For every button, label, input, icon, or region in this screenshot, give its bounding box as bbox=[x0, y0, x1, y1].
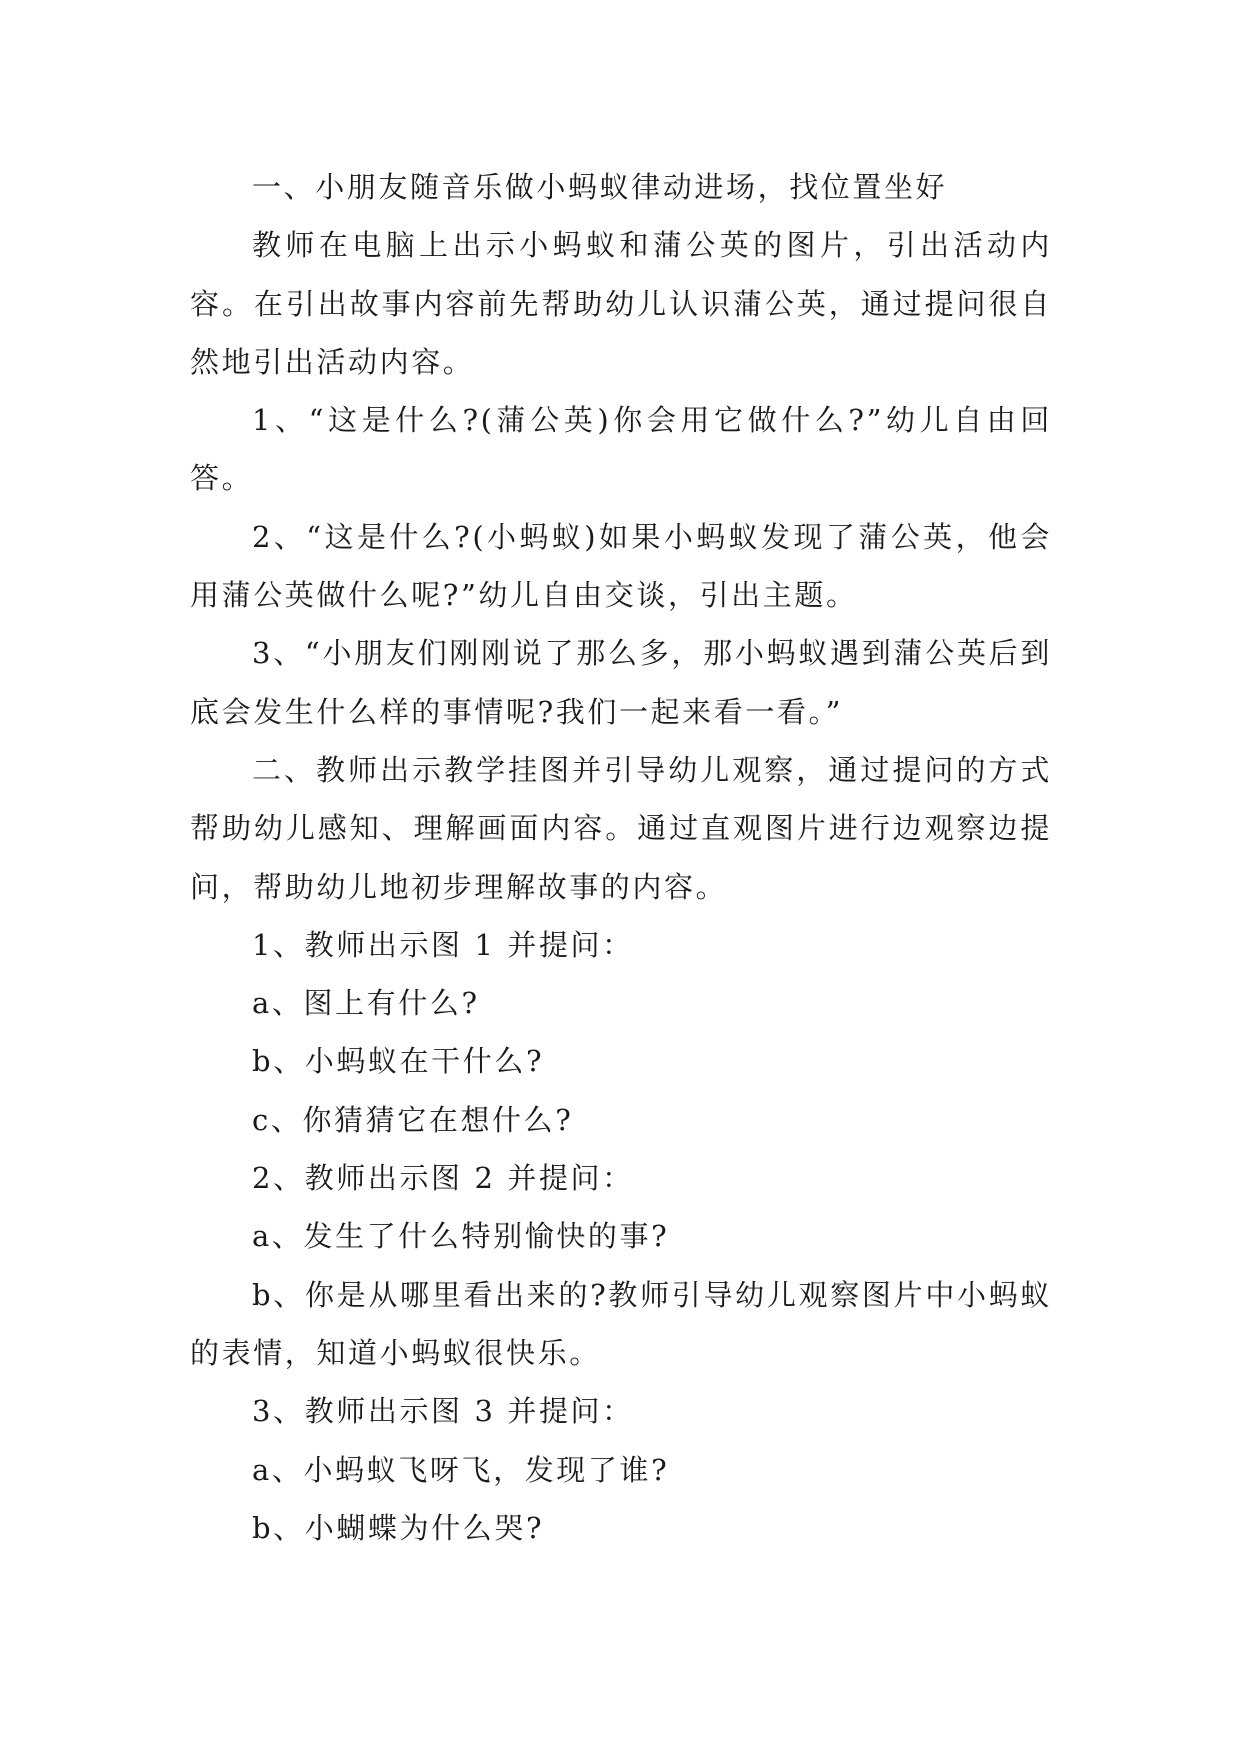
list-item: 2、“这是什么?(小蚂蚁)如果小蚂蚁发现了蒲公英，他会用蒲公英做什么呢?”幼儿自由交谈，引出主题。 bbox=[190, 519, 1052, 613]
sub-list-item: a、图上有什么? bbox=[252, 986, 480, 1021]
paragraph: 教师在电脑上出示小蚂蚁和蒲公英的图片，引出活动内容。在引出故事内容前先帮助幼儿认识蒲公英，通过提问很自然地引出活动内容。 bbox=[190, 228, 1052, 379]
list-item: 2、教师出示图 2 并提问： bbox=[252, 1161, 634, 1196]
sub-list-item: a、小蚂蚁飞呀飞，发现了谁? bbox=[252, 1452, 670, 1487]
sub-list-item: b、你是从哪里看出来的?教师引导幼儿观察图片中小蚂蚁的表情，知道小蚂蚁很快乐。 bbox=[190, 1277, 1052, 1370]
sub-list-item: c、你猜猜它在想什么? bbox=[252, 1102, 574, 1137]
section-heading-2: 二、教师出示教学挂图并引导幼儿观察，通过提问的方式帮助幼儿感知、理解画面内容。通过直观图片进行边观察边提问，帮助幼儿地初步理解故事的内容。 bbox=[190, 752, 1052, 904]
list-item: 3、教师出示图 3 并提问： bbox=[252, 1394, 634, 1429]
list-item: 3、“小朋友们刚刚说了那么多，那小蚂蚁遇到蒲公英后到底会发生什么样的事情呢?我们一起来看一看。” bbox=[190, 636, 1052, 729]
sub-list-item: b、小蚂蚁在干什么? bbox=[252, 1044, 545, 1079]
list-item: 1、教师出示图 1 并提问： bbox=[252, 927, 634, 962]
sub-list-item: b、小蝴蝶为什么哭? bbox=[252, 1510, 545, 1545]
list-item: 1、“这是什么?(蒲公英)你会用它做什么?”幼儿自由回答。 bbox=[190, 403, 1052, 496]
document-body bbox=[190, 158, 1052, 1557]
section-heading-1: 一、小朋友随音乐做小蚂蚁律动进场，找位置坐好 bbox=[252, 170, 948, 204]
sub-list-item: a、发生了什么特别愉快的事? bbox=[252, 1219, 670, 1254]
